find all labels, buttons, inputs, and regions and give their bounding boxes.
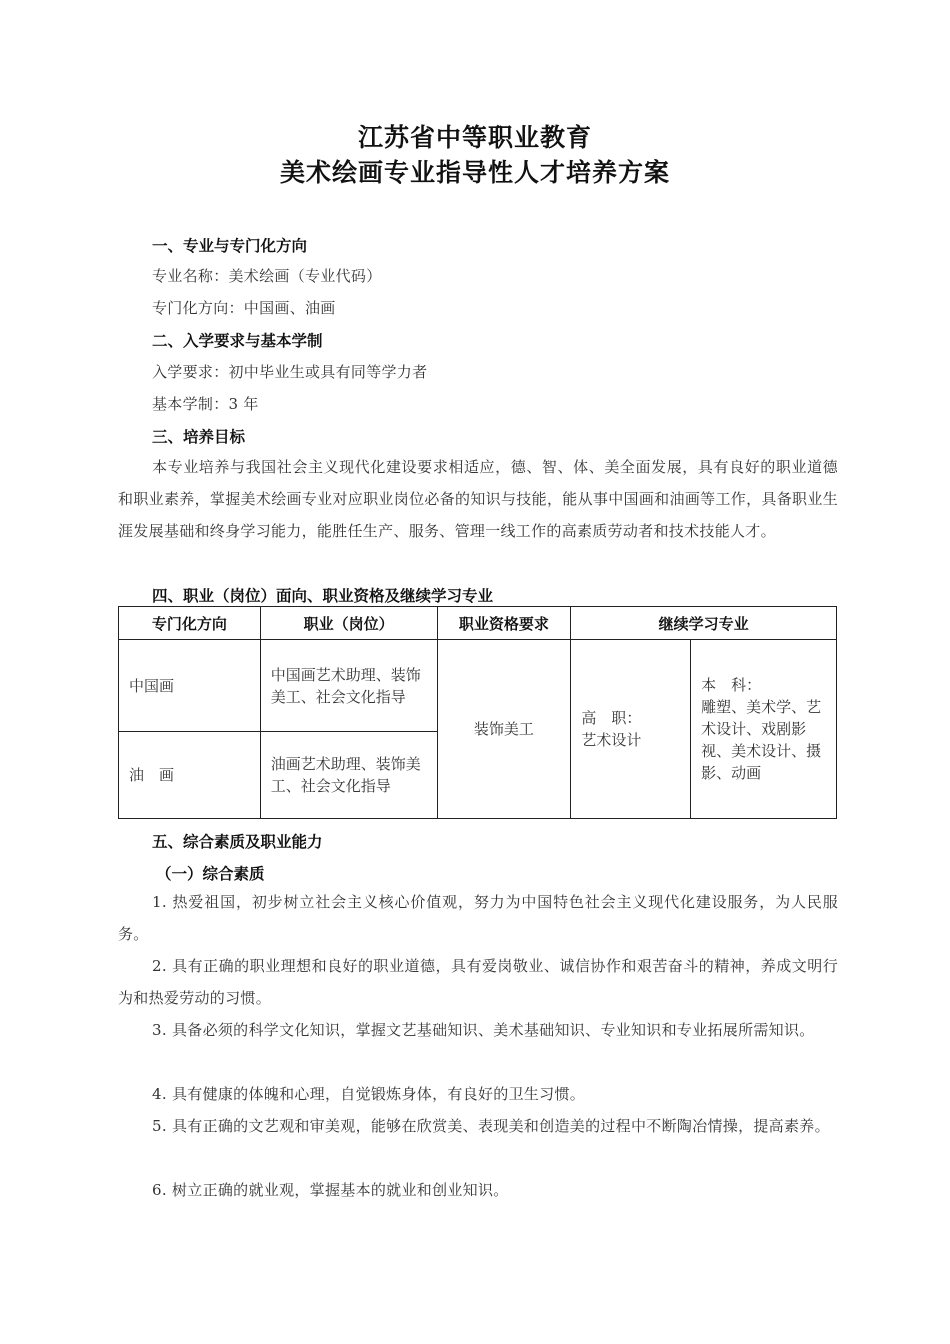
- table-header: 职业资格要求: [437, 607, 571, 640]
- vocational-study-text: 高 职： 艺术设计: [581, 709, 642, 749]
- section1-heading: 一、专业与专门化方向: [152, 237, 308, 255]
- quality-item-2: 2. 具有正确的职业理想和良好的职业道德，具有爱岗敬业、诚信协作和艰苦奋斗的精神，养成文明行为和热爱劳动的习惯。: [118, 957, 838, 1007]
- section5-heading: 五、综合素质及职业能力: [152, 833, 323, 851]
- table-header: 职业（岗位）: [260, 607, 437, 640]
- direction-oil-painting: 油 画: [129, 766, 175, 784]
- undergraduate-study-text: 本 科： 雕塑、美术学、艺术设计、戏剧影视、美术设计、摄影、动画: [701, 676, 822, 782]
- quality-item-6: 6. 树立正确的就业观，掌握基本的就业和创业知识。: [152, 1181, 509, 1199]
- section5-subheading: （一）综合素质: [156, 865, 265, 883]
- section3-heading: 三、培养目标: [152, 428, 246, 446]
- table-cell-direction: [119, 732, 261, 819]
- quality-item-5: 5. 具有正确的文艺观和审美观，能够在欣赏美、表现美和创造美的过程中不断陶冶情操，提高素养。: [152, 1117, 830, 1135]
- quality-item-1: 1. 热爱祖国，初步树立社会主义核心价值观，努力为中国特色社会主义现代化建设服务，为人民服务。: [118, 893, 838, 943]
- section2-heading: 二、入学要求与基本学制: [152, 332, 323, 350]
- major-name: 专业名称：美术绘画（专业代码）: [152, 267, 382, 285]
- table-cell-qualification: [437, 640, 571, 819]
- table-row: [119, 640, 837, 732]
- specialization-direction: 专门化方向：中国画、油画: [152, 299, 336, 317]
- quality-item-4: 4. 具有健康的体魄和心理，自觉锻炼身体，有良好的卫生习惯。: [152, 1085, 586, 1103]
- direction-chinese-painting: 中国画: [129, 676, 175, 695]
- job-oil-painting: 油画艺术助理、装饰美工、社会文化指导: [270, 755, 421, 795]
- section4-heading: 四、职业（岗位）面向、职业资格及继续学习专业: [152, 587, 494, 605]
- quality-item-3: 3. 具备必须的科学文化知识，掌握文艺基础知识、美术基础知识、专业知识和专业拓展所需知识。: [152, 1021, 815, 1039]
- document-title-line1: 江苏省中等职业教育: [357, 123, 592, 152]
- qualification-text: 装饰美工: [473, 720, 534, 738]
- document-title-line2: 美术绘画专业指导性人才培养方案: [279, 158, 670, 187]
- table-header-row: [119, 607, 837, 640]
- table-header: 继续学习专业: [571, 607, 837, 640]
- table-cell-job: [260, 732, 437, 819]
- table-cell-job: [260, 640, 437, 732]
- training-goal-paragraph: 本专业培养与我国社会主义现代化建设要求相适应，德、智、体、美全面发展，具有良好的职业道德和职业素养，掌握美术绘画专业对应职业岗位必备的知识与技能，能从事中国画和油画等工作，具备职业生涯发展基础和终身学习能力，能胜任生产、服务、管理一线工作的高素质劳动者和技术技能人才。: [118, 458, 838, 540]
- career-table: [118, 606, 837, 819]
- table-header: 专门化方向: [119, 607, 261, 640]
- admission-requirement: 入学要求：初中毕业生或具有同等学力者: [152, 363, 428, 381]
- job-chinese-painting: 中国画艺术助理、装饰美工、社会文化指导: [270, 665, 421, 706]
- study-duration: 基本学制：3 年: [152, 395, 259, 413]
- table-cell-direction: [119, 640, 261, 732]
- table-cell-undergraduate: [691, 640, 837, 819]
- table-cell-vocational: [571, 640, 691, 819]
